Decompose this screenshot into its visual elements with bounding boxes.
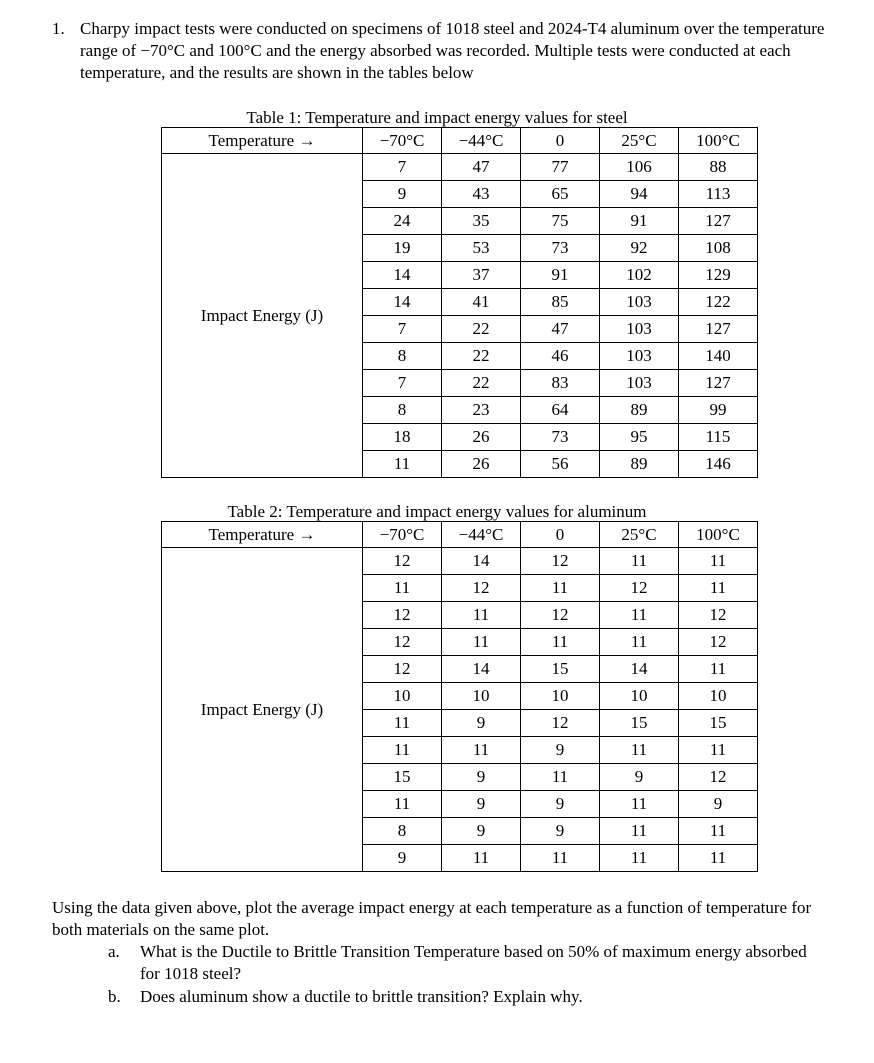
temperature-header-cell: 0: [521, 522, 600, 548]
temperature-header-cell: 100°C: [679, 128, 758, 154]
energy-cell: 7: [363, 370, 442, 397]
question-text: Using the data given above, plot the average impact energy at each temperature as a function of temperature for both materials on the same plot.: [52, 898, 812, 939]
energy-cell: 88: [679, 154, 758, 181]
energy-cell: 11: [600, 602, 679, 629]
energy-cell: 14: [363, 262, 442, 289]
energy-cell: 41: [442, 289, 521, 316]
energy-cell: 11: [363, 451, 442, 478]
energy-cell: 113: [679, 181, 758, 208]
part-text: Does aluminum show a ductile to brittle transition? Explain why.: [140, 987, 583, 1006]
temperature-header-cell: −44°C: [442, 522, 521, 548]
energy-cell: 73: [521, 235, 600, 262]
energy-cell: 7: [363, 316, 442, 343]
table-row: [162, 548, 758, 575]
energy-cell: 11: [521, 845, 600, 872]
temperature-header-cell: 0: [521, 128, 600, 154]
steel-table: [161, 127, 758, 478]
energy-cell: 9: [521, 791, 600, 818]
energy-cell: 26: [442, 424, 521, 451]
energy-cell: 53: [442, 235, 521, 262]
table1-caption: Table 1: Temperature and impact energy values for steel: [246, 108, 628, 127]
problem-text: Charpy impact tests were conducted on specimens of 1018 steel and 2024-T4 aluminum over the temperature range of −70°C and 100°C and the energy absorbed was recorded. Multiple tests were conducted at each temperature, and the results are shown in the tables below: [80, 19, 825, 82]
aluminum-table: [161, 521, 758, 872]
energy-cell: 11: [521, 629, 600, 656]
temperature-header-cell: 100°C: [679, 522, 758, 548]
temperature-header-cell: 25°C: [600, 128, 679, 154]
energy-cell: 9: [679, 791, 758, 818]
question-part-b: [108, 986, 828, 1008]
energy-cell: 11: [521, 575, 600, 602]
energy-cell: 140: [679, 343, 758, 370]
energy-cell: 12: [363, 656, 442, 683]
temperature-header-cell: −70°C: [363, 522, 442, 548]
energy-cell: 9: [363, 181, 442, 208]
energy-cell: 102: [600, 262, 679, 289]
energy-cell: 91: [521, 262, 600, 289]
energy-cell: 92: [600, 235, 679, 262]
energy-cell: 14: [442, 656, 521, 683]
energy-cell: 11: [600, 845, 679, 872]
energy-cell: 73: [521, 424, 600, 451]
temperature-header-cell: −70°C: [363, 128, 442, 154]
energy-cell: 47: [521, 316, 600, 343]
energy-cell: 14: [363, 289, 442, 316]
energy-cell: 12: [363, 548, 442, 575]
energy-cell: 12: [600, 575, 679, 602]
energy-cell: 10: [679, 683, 758, 710]
question-part-a: [108, 941, 828, 985]
energy-cell: 11: [363, 791, 442, 818]
energy-cell: 12: [521, 602, 600, 629]
energy-cell: 127: [679, 316, 758, 343]
energy-cell: 12: [679, 602, 758, 629]
energy-cell: 8: [363, 397, 442, 424]
energy-cell: 47: [442, 154, 521, 181]
energy-cell: 22: [442, 343, 521, 370]
energy-cell: 35: [442, 208, 521, 235]
energy-cell: 15: [521, 656, 600, 683]
impact-energy-label: Impact Energy (J): [162, 154, 363, 478]
energy-cell: 99: [679, 397, 758, 424]
energy-cell: 89: [600, 397, 679, 424]
energy-cell: 12: [363, 602, 442, 629]
energy-cell: 115: [679, 424, 758, 451]
energy-cell: 9: [442, 710, 521, 737]
energy-cell: 11: [679, 548, 758, 575]
energy-cell: 46: [521, 343, 600, 370]
temperature-header-cell: −44°C: [442, 128, 521, 154]
energy-cell: 103: [600, 343, 679, 370]
energy-cell: 83: [521, 370, 600, 397]
energy-cell: 77: [521, 154, 600, 181]
problem-statement: [52, 18, 842, 84]
energy-cell: 8: [363, 818, 442, 845]
energy-cell: 11: [442, 737, 521, 764]
energy-cell: 11: [679, 575, 758, 602]
energy-cell: 11: [679, 737, 758, 764]
energy-cell: 94: [600, 181, 679, 208]
energy-cell: 12: [521, 710, 600, 737]
energy-cell: 9: [521, 737, 600, 764]
energy-cell: 23: [442, 397, 521, 424]
energy-cell: 146: [679, 451, 758, 478]
header-row: [162, 128, 758, 154]
energy-cell: 103: [600, 370, 679, 397]
energy-cell: 11: [521, 764, 600, 791]
energy-cell: 103: [600, 316, 679, 343]
energy-cell: 108: [679, 235, 758, 262]
energy-cell: 26: [442, 451, 521, 478]
energy-cell: 122: [679, 289, 758, 316]
energy-cell: 91: [600, 208, 679, 235]
energy-cell: 9: [442, 818, 521, 845]
energy-cell: 11: [363, 737, 442, 764]
energy-cell: 89: [600, 451, 679, 478]
energy-cell: 11: [600, 818, 679, 845]
table-row: [162, 154, 758, 181]
temperature-header-label: Temperature →: [162, 522, 363, 548]
temperature-header-cell: 25°C: [600, 522, 679, 548]
header-row: [162, 522, 758, 548]
energy-cell: 85: [521, 289, 600, 316]
energy-cell: 15: [363, 764, 442, 791]
energy-cell: 11: [600, 629, 679, 656]
energy-cell: 43: [442, 181, 521, 208]
part-text: What is the Ductile to Brittle Transition Temperature based on 50% of maximum energy absorbed for 1018 steel?: [140, 942, 807, 983]
energy-cell: 22: [442, 316, 521, 343]
energy-cell: 11: [442, 845, 521, 872]
energy-cell: 11: [600, 737, 679, 764]
energy-cell: 12: [442, 575, 521, 602]
energy-cell: 9: [442, 791, 521, 818]
energy-cell: 75: [521, 208, 600, 235]
energy-cell: 65: [521, 181, 600, 208]
energy-cell: 127: [679, 370, 758, 397]
energy-cell: 9: [600, 764, 679, 791]
energy-cell: 19: [363, 235, 442, 262]
energy-cell: 11: [600, 791, 679, 818]
energy-cell: 8: [363, 343, 442, 370]
energy-cell: 11: [600, 548, 679, 575]
energy-cell: 9: [521, 818, 600, 845]
energy-cell: 11: [679, 818, 758, 845]
energy-cell: 64: [521, 397, 600, 424]
energy-cell: 7: [363, 154, 442, 181]
energy-cell: 12: [679, 764, 758, 791]
problem-number: 1.: [52, 19, 65, 38]
energy-cell: 95: [600, 424, 679, 451]
energy-cell: 12: [679, 629, 758, 656]
energy-cell: 129: [679, 262, 758, 289]
energy-cell: 22: [442, 370, 521, 397]
energy-cell: 12: [521, 548, 600, 575]
energy-cell: 11: [363, 575, 442, 602]
energy-cell: 37: [442, 262, 521, 289]
energy-cell: 9: [442, 764, 521, 791]
energy-cell: 14: [442, 548, 521, 575]
energy-cell: 9: [363, 845, 442, 872]
energy-cell: 106: [600, 154, 679, 181]
energy-cell: 12: [363, 629, 442, 656]
energy-cell: 10: [442, 683, 521, 710]
energy-cell: 11: [679, 656, 758, 683]
energy-cell: 10: [600, 683, 679, 710]
energy-cell: 56: [521, 451, 600, 478]
energy-cell: 11: [442, 629, 521, 656]
energy-cell: 11: [442, 602, 521, 629]
temperature-header-label: Temperature →: [162, 128, 363, 154]
energy-cell: 24: [363, 208, 442, 235]
part-letter: b.: [108, 987, 121, 1006]
energy-cell: 10: [521, 683, 600, 710]
energy-cell: 15: [679, 710, 758, 737]
impact-energy-label: Impact Energy (J): [162, 548, 363, 872]
energy-cell: 11: [363, 710, 442, 737]
table2-caption: Table 2: Temperature and impact energy values for aluminum: [227, 502, 647, 521]
energy-cell: 11: [679, 845, 758, 872]
part-letter: a.: [108, 942, 120, 961]
energy-cell: 15: [600, 710, 679, 737]
energy-cell: 103: [600, 289, 679, 316]
energy-cell: 127: [679, 208, 758, 235]
energy-cell: 14: [600, 656, 679, 683]
energy-cell: 10: [363, 683, 442, 710]
energy-cell: 18: [363, 424, 442, 451]
